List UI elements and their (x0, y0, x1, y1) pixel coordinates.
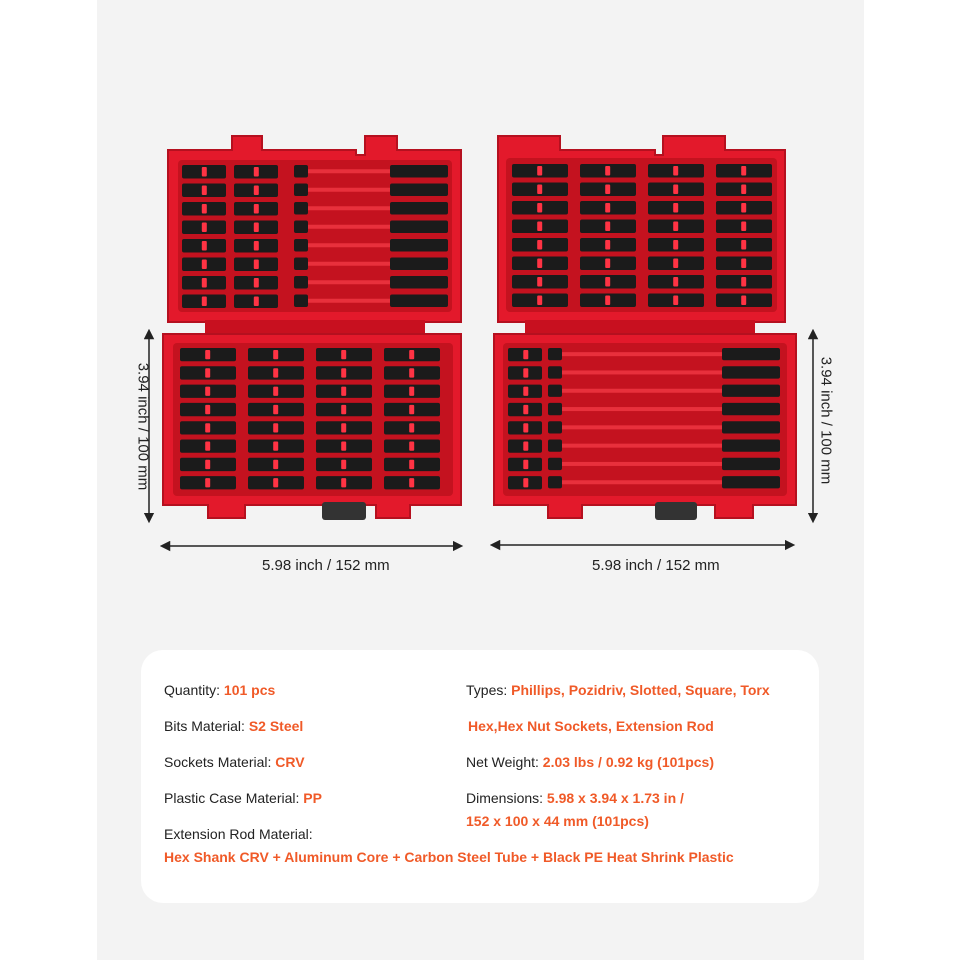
spec-dimensions-line2 (466, 813, 649, 829)
spec-dimensions-value-2: 152 x 100 x 44 mm (101pcs) (466, 813, 649, 829)
spec-dimensions-label: Dimensions: (466, 790, 544, 806)
spec-extension-rod-value-text: Hex Shank CRV + Aluminum Core + Carbon Steel Tube + Black PE Heat Shrink Plastic (164, 849, 734, 865)
spec-sockets-material-value: CRV (275, 754, 305, 770)
spec-plastic-case-value: PP (303, 790, 322, 806)
spec-extension-rod-value (164, 849, 734, 865)
spec-net-weight (466, 754, 714, 770)
height-label-right: 3.94 inch / 100 mm (817, 356, 835, 485)
width-label-left: 5.98 inch / 152 mm (262, 557, 390, 574)
spec-types-value-2: Hex,Hex Nut Sockets, Extension Rod (468, 718, 714, 734)
spec-net-weight-value: 2.03 lbs / 0.92 kg (101pcs) (542, 754, 714, 770)
height-label-left: 3.94 inch / 100 mm (134, 362, 152, 491)
spec-quantity-label: Quantity: (164, 682, 221, 698)
spec-sockets-material-label: Sockets Material: (164, 754, 272, 770)
spec-types-label: Types: (466, 682, 508, 698)
specs-card (141, 650, 819, 903)
spec-dimensions-value-1: 5.98 x 3.94 x 1.73 in / (546, 790, 684, 806)
spec-extension-rod-label: Extension Rod Material: (164, 826, 313, 842)
spec-bits-material-value: S2 Steel (248, 718, 304, 734)
spec-dimensions (466, 790, 684, 806)
spec-bits-material (164, 718, 303, 734)
width-label-right: 5.98 inch / 152 mm (592, 557, 720, 574)
spec-types-line2 (468, 718, 714, 734)
spec-quantity-value: 101 pcs (223, 682, 276, 698)
left-case (163, 136, 461, 520)
spec-sockets-material (164, 754, 305, 770)
spec-plastic-case (164, 790, 322, 806)
spec-bits-material-label: Bits Material: (164, 718, 245, 734)
right-case (494, 136, 796, 520)
spec-quantity (164, 682, 275, 698)
spec-types (466, 682, 770, 698)
spec-plastic-case-label: Plastic Case Material: (164, 790, 300, 806)
spec-net-weight-label: Net Weight: (466, 754, 539, 770)
spec-types-value-1: Phillips, Pozidriv, Slotted, Square, Torx (511, 682, 770, 698)
